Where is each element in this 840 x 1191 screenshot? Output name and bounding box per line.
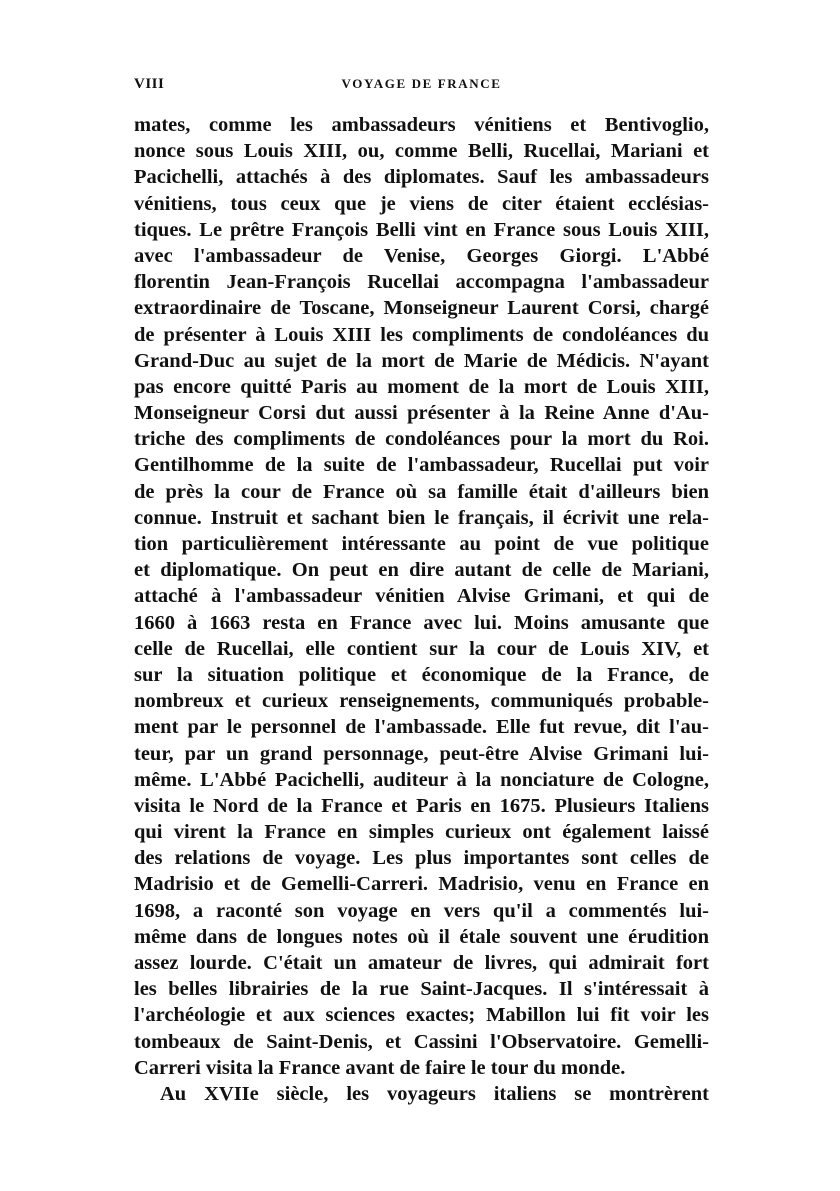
page-number: VIII: [134, 76, 165, 92]
text-line: avec l'ambassadeur de Venise, Georges Giorgi. L'Abbé: [134, 244, 709, 267]
text-line: teur, par un grand personnage, peut-être Alvise Grimani lui-: [134, 742, 709, 765]
text-line: des relations de voyage. Les plus importantes sont celles de: [134, 847, 709, 870]
text-line: et diplomatique. On peut en dire autant de celle de Mariani,: [134, 559, 709, 582]
text-line: vénitiens, tous ceux que je viens de citer étaient ecclésias-: [134, 192, 709, 215]
running-head: [134, 76, 709, 100]
text-line: connue. Instruit et sachant bien le français, il écrivit une rela-: [134, 506, 709, 529]
text-line: Pacichelli, attachés à des diplomates. Sauf les ambassadeurs: [134, 166, 709, 189]
text-line: Monseigneur Corsi dut aussi présenter à la Reine Anne d'Au-: [134, 402, 709, 425]
text-line: ment par le personnel de l'ambassade. Elle fut revue, dit l'au-: [134, 716, 709, 739]
text-line: même. L'Abbé Pacichelli, auditeur à la nonciature de Cologne,: [134, 768, 709, 791]
text-line: nonce sous Louis XIII, ou, comme Belli, Rucellai, Mariani et: [134, 140, 709, 163]
text-line: celle de Rucellai, elle contient sur la cour de Louis XIV, et: [134, 637, 709, 660]
text-line: extraordinaire de Toscane, Monseigneur Laurent Corsi, chargé: [134, 297, 709, 320]
running-title: VOYAGE DE FRANCE: [341, 76, 502, 91]
text-line: pas encore quitté Paris au moment de la mort de Louis XIII,: [134, 375, 709, 398]
text-line: mates, comme les ambassadeurs vénitiens et Bentivoglio,: [134, 114, 709, 136]
text-line: de près la cour de France où sa famille était d'ailleurs bien: [134, 480, 709, 503]
text-line: de présenter à Louis XIII les compliments de condoléances du: [134, 323, 709, 346]
text-line: Grand-Duc au sujet de la mort de Marie de Médicis. N'ayant: [134, 349, 709, 372]
text-line: Madrisio et de Gemelli-Carreri. Madrisio, venu en France en: [134, 873, 709, 896]
text-line: triche des compliments de condoléances pour la mort du Roi.: [134, 428, 709, 451]
text-line: tion particulièrement intéressante au point de vue politique: [134, 533, 709, 555]
text-line: 1698, a raconté son voyage en vers qu'il a commentés lui-: [134, 899, 709, 922]
text-line: florentin Jean-François Rucellai accompagna l'ambassadeur: [134, 271, 709, 294]
text-line: sur la situation politique et économique de la France, de: [134, 663, 709, 686]
text-line: l'archéologie et aux sciences exactes; Mabillon lui fit voir les: [134, 1004, 709, 1027]
text-line: les belles librairies de la rue Saint-Jacques. Il s'intéressait à: [134, 978, 709, 1001]
text-line: 1660 à 1663 resta en France avec lui. Moins amusante que: [134, 611, 709, 634]
body-text: [134, 112, 709, 1107]
text-line: Au XVIIe siècle, les voyageurs italiens se montrèrent: [160, 1082, 709, 1105]
text-line: assez lourde. C'était un amateur de livres, qui admirait fort: [134, 952, 709, 974]
text-line: tombeaux de Saint-Denis, et Cassini l'Observatoire. Gemelli-: [134, 1030, 709, 1053]
text-line: Gentilhomme de la suite de l'ambassadeur, Rucellai put voir: [134, 454, 709, 477]
text-line: tiques. Le prêtre François Belli vint en France sous Louis XIII,: [134, 218, 709, 241]
text-line: qui virent la France en simples curieux ont également laissé: [134, 821, 709, 844]
text-line: attaché à l'ambassadeur vénitien Alvise Grimani, et qui de: [134, 585, 709, 608]
text-line: Carreri visita la France avant de faire le tour du monde.: [134, 1056, 626, 1079]
text-line: visita le Nord de la France et Paris en 1675. Plusieurs Italiens: [134, 794, 709, 817]
text-line: même dans de longues notes où il étale souvent une érudition: [134, 925, 709, 948]
text-line: nombreux et curieux renseignements, communiqués probable-: [134, 690, 709, 713]
